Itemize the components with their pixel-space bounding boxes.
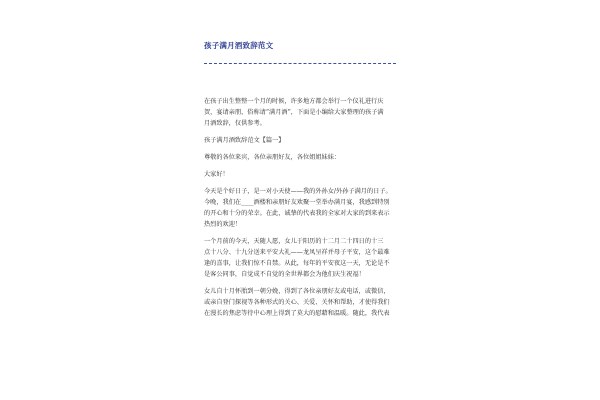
text-line: 或亲自登门探视等各种形式的关心、关爱、关怀和帮助，才使得我们	[204, 299, 390, 306]
paragraph-body-1	[204, 186, 404, 230]
paragraph-body-2	[204, 236, 404, 280]
text-line: 月酒致辞，仅供参考。	[204, 120, 266, 127]
text-line: 贺，宴请亲朋，俗称请“满月酒”，下面是小编给大家整理的孩子满	[204, 109, 384, 116]
document-title: 孩子满月酒致辞范文	[204, 41, 274, 50]
title-divider	[204, 63, 396, 64]
paragraph-intro	[204, 96, 404, 129]
text-line: 在漫长的焦虑等待中心理上得到了莫大的慰藉和温暖。随此，我代表	[204, 310, 390, 317]
text-line: 孩子满月酒致辞范文【篇一】	[204, 137, 285, 144]
text-line: 一个月前的今天，天随人愿，女儿于阳历的十二月二十四日的十三	[204, 238, 384, 245]
text-line: 热烈的欢迎！	[204, 221, 242, 228]
section-heading	[204, 135, 404, 146]
text-line: 点十八分、十九分送来平安大礼——龙凤呈祥并母子平安，这个最难	[204, 249, 390, 256]
text-line: 在孩子出生整整一个月的时候，许多地方都会举行一个仪礼进行庆	[204, 98, 384, 105]
paragraph-salutation	[204, 152, 404, 163]
text-line: 是客公同事，自觉成不自觉的全世界都会为他们庆生祝福！	[204, 271, 365, 278]
text-line: 的开心和十分的荣幸。在此，诚挚的代表我的全家对大家的到来表示	[204, 210, 390, 217]
paragraph-greeting	[204, 169, 404, 180]
document-body	[204, 96, 404, 325]
text-line: 大家好！	[204, 171, 229, 178]
text-line: 女儿自十月怀胎到一朝分娩，得到了各位亲朋好友或电话，或微信，	[204, 288, 390, 295]
text-line: 今天是个好日子，是一对小天使——我的外孙女/外孙子满月的日子。	[204, 188, 392, 195]
text-line: 今晚，我们在____酒楼和亲朋好友欢聚一堂举办满月宴，我感到特别	[204, 199, 390, 206]
text-line: 逢的喜事，让我们惊不自禁。从此，每年的平安夜这一天，无论是不	[204, 260, 390, 267]
text-line: 尊敬的各位来宾，各位亲朋好友，各位姐姐妹妹：	[204, 154, 341, 161]
paragraph-body-3	[204, 286, 404, 319]
